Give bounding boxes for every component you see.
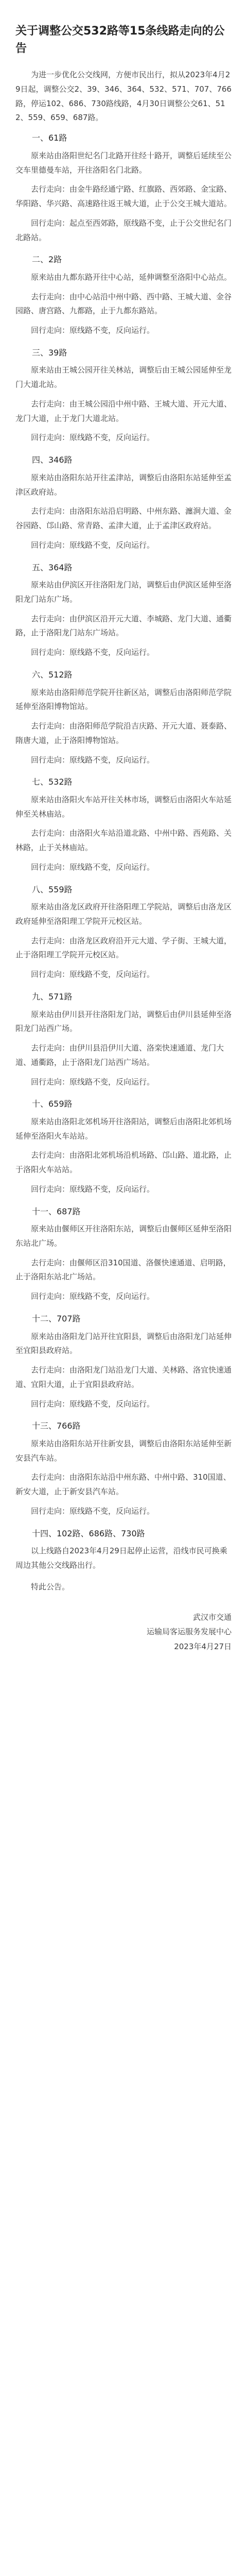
closing-text: 特此公告。 xyxy=(31,1582,70,1591)
route-paragraph: 去行走向：由伊川县沿伊川大道、洛栾快速通道、龙门大道、通衢路，止于洛阳龙门站西广场站。 xyxy=(15,1043,224,1067)
signature-org: 武汉市交通 xyxy=(192,1612,232,1622)
route-name: 十、659路 xyxy=(32,1099,73,1109)
route-paragraph: 原来站由伊滨区开往洛阳龙门站，调整后由伊滨区延伸至洛阳龙门站东广场。 xyxy=(15,580,232,604)
route-name: 七、532路 xyxy=(32,777,73,787)
signature-dept: 运输局客运服务发展中心 xyxy=(146,1627,232,1636)
route-paragraph: 去行走向：由洛阳北郊机场沿机场路、邙山路、道北路，止于洛阳火车站站。 xyxy=(15,1150,232,1175)
route-paragraph: 回行走向：原线路不变，反向运行。 xyxy=(31,540,155,550)
route-paragraph: 回行走向：原线路不变，反向运行。 xyxy=(31,326,155,335)
route-section xyxy=(15,1311,232,1411)
route-paragraph: 去行走向：由偃师区沿310国道、洛偃快速通道、启明路，止于洛阳东站北广场站。 xyxy=(15,1258,231,1282)
route-section xyxy=(15,452,232,552)
route-paragraph: 原来站由洛阳东站开往新安县，调整后由洛阳东站延伸至新安县汽车站。 xyxy=(15,1438,232,1463)
route-name: 十二、707路 xyxy=(32,1313,81,1324)
route-name: 十一、687路 xyxy=(32,1206,81,1216)
route-section xyxy=(15,1418,232,1518)
route-paragraph: 去行走向：由洛龙区政府沿开元大道、学子街、王城大道，止于洛阳理工学院开元校区站。 xyxy=(15,936,232,960)
route-section xyxy=(15,252,232,338)
route-section xyxy=(15,1096,232,1196)
route-section xyxy=(15,1204,232,1304)
route-paragraph: 回行走向：原线路不变，反向运行。 xyxy=(31,1506,155,1516)
route-paragraph: 回行走向：原线路不变，反向运行。 xyxy=(31,970,155,979)
route-paragraph: 去行走向：由中心站沿中州中路、西中路、王城大道、金谷园路、唐宫路、九都路，止于九都东路站。 xyxy=(15,292,232,316)
route-paragraph: 原来站由洛阳东站开往孟津站，调整后由洛阳东站延伸至孟津区政府站。 xyxy=(15,472,232,497)
route-paragraph: 去行走向：由洛阳龙门站沿龙门大道、关林路、洛宜快速通道、宜阳大道，止于宜阳县政府站。 xyxy=(15,1365,232,1389)
signature-block xyxy=(15,1610,232,1654)
route-paragraph: 回行走向：原线路不变，反向运行。 xyxy=(31,648,155,657)
route-paragraph: 回行走向：原线路不变，反向运行。 xyxy=(31,1184,155,1194)
route-section xyxy=(15,1526,232,1573)
route-paragraph: 回行走向：原线路不变，反向运行。 xyxy=(31,1292,155,1301)
page-title: 关于调整公交532路等15条线路走向的公告 xyxy=(15,25,225,56)
route-paragraph: 回行走向：原线路不变，反向运行。 xyxy=(31,433,155,443)
route-paragraph: 原来站由洛阳世纪名门北路开往经十路开，调整后延续至公交车里德曼车站，开往洛阳名门北路。 xyxy=(15,150,232,175)
route-paragraph: 回行走向：原线路不变，反向运行。 xyxy=(31,1077,155,1087)
route-paragraph: 原来站由洛阳火车站开往关林市场，调整后由洛阳火车站延伸至关林庙站。 xyxy=(15,794,232,819)
route-section xyxy=(15,989,232,1089)
route-paragraph: 原来站由偃师区开往洛阳东站，调整后由偃师区延伸至洛阳东站北广场。 xyxy=(15,1224,232,1248)
route-section xyxy=(15,130,232,245)
route-section xyxy=(15,345,232,445)
route-paragraph: 去行走向：由洛阳东站沿中州东路、中州中路、310国道、新安大道，止于新安县汽车站。 xyxy=(15,1472,231,1497)
route-paragraph: 回行走向：原线路不变，反向运行。 xyxy=(31,1399,155,1409)
route-name: 十四、102路、686路、730路 xyxy=(32,1528,145,1538)
route-paragraph: 原来站由洛阳龙门站开往宜阳县，调整后由洛阳龙门站延伸至宜阳县政府站。 xyxy=(15,1331,232,1355)
route-name: 八、559路 xyxy=(32,884,73,894)
route-paragraph: 去行走向：由洛阳东站沿启明路、中州东路、瀍涧大道、金谷园路、邙山路、常青路、孟津大道，止于孟津区政府站。 xyxy=(15,506,232,531)
route-section xyxy=(15,560,232,660)
route-paragraph: 原来站由洛阳师范学院开往新区站，调整后由洛阳师范学院延伸至洛阳博物馆站。 xyxy=(15,687,232,711)
route-name: 二、2路 xyxy=(32,255,62,265)
route-paragraph: 去行走向：由金牛路经通宁路、红旗路、西郊路、金宝路、华阳路、华兴路、高速路往返王城大道，止于公交王城大道站。 xyxy=(15,184,232,209)
route-paragraph: 回行走向：原线路不变，反向运行。 xyxy=(31,862,155,872)
route-name: 三、39路 xyxy=(32,347,67,358)
route-paragraph: 去行走向：由洛阳师范学院沿吉庆路、开元大道、聂泰路、隋唐大道，止于洛阳博物馆站。 xyxy=(15,721,232,745)
route-name: 四、346路 xyxy=(32,455,73,465)
route-paragraph: 去行走向：由洛阳火车站沿道北路、中州中路、西苑路、关林路，止于关林庙站。 xyxy=(15,828,232,853)
route-paragraph: 以上线路自2023年4月29日起停止运营，沿线市民可换乘周边其他公交线路出行。 xyxy=(15,1546,227,1570)
route-sections xyxy=(15,130,232,1573)
route-name: 五、364路 xyxy=(32,562,73,572)
route-section xyxy=(15,882,232,982)
route-paragraph: 原来站由洛龙区政府开往洛阳理工学院站，调整后由洛龙区政府延伸至洛阳理工学院开元校区站。 xyxy=(15,902,232,926)
route-paragraph: 原来站由洛阳北郊机场开往洛阳站，调整后由洛阳北郊机场延伸至洛阳火车站站。 xyxy=(15,1116,232,1141)
route-name: 六、512路 xyxy=(32,669,73,680)
route-paragraph: 去行走向：由伊滨区沿开元大道、李城路、龙门大道、通衢路，止于洛阳龙门站东广场站。 xyxy=(15,614,232,638)
route-name: 九、571路 xyxy=(32,991,73,1002)
route-section xyxy=(15,774,232,874)
route-paragraph: 去行走向：由王城公园沿中州中路、王城大道、开元大道、龙门大道，止于龙门大道北站。 xyxy=(15,399,232,423)
route-paragraph: 原来站由王城公园开往关林站，调整后由王城公园延伸至龙门大道北站。 xyxy=(15,365,232,389)
route-paragraph: 回行走向：起点至西郊路，原线路不变，止于公交世纪名门北路站。 xyxy=(15,218,232,242)
route-section xyxy=(15,667,232,767)
route-paragraph: 回行走向：原线路不变，反向运行。 xyxy=(31,755,155,765)
route-name: 十三、766路 xyxy=(32,1421,81,1431)
route-paragraph: 原来站由伊川县开往洛阳龙门站，调整后由伊川县延伸至洛阳龙门站西广场。 xyxy=(15,1009,232,1033)
signature-date: 2023年4月27日 xyxy=(174,1641,232,1651)
route-paragraph: 原来站由九都东路开往中心站，延伸调整至洛阳中心站点。 xyxy=(31,272,232,282)
route-name: 一、61路 xyxy=(32,133,67,143)
intro-paragraph: 为进一步优化公交线网，方便市民出行，拟从2023年4月29日起，调整公交2、39、346、364、532、571、707、766路，停运102、686、730路线路，4月30日调整公交61、512、559、659、687路。 xyxy=(15,70,232,123)
